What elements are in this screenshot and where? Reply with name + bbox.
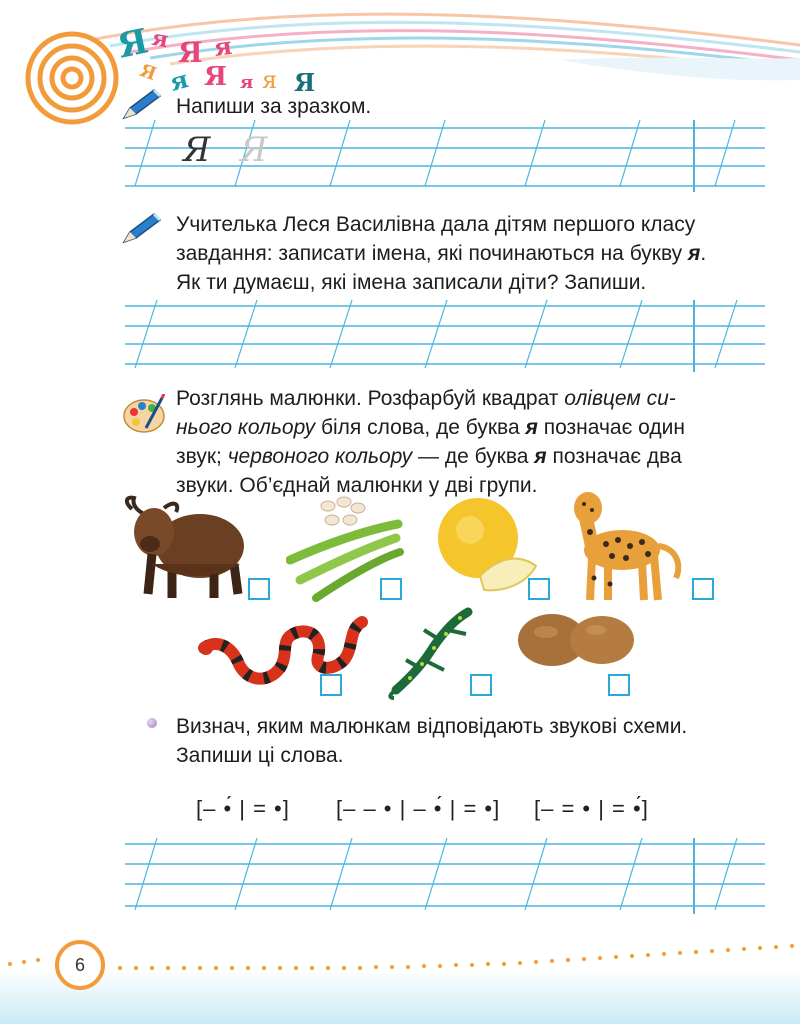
melon-picture <box>430 496 540 596</box>
pencil-icon <box>120 86 164 122</box>
yak-picture <box>122 494 247 604</box>
color-square-yak[interactable] <box>248 578 270 600</box>
task2-instruction <box>176 210 736 297</box>
spiral-icon <box>28 34 116 122</box>
jaguar-picture <box>566 488 686 606</box>
task2-line-2: завдання: записати імена, які починаються на букву я. <box>176 242 707 265</box>
sample-letter: Я <box>183 130 211 170</box>
task4-instruction <box>176 712 736 770</box>
task2-line-3: Як ти думаєш, які імена записали діти? Запиши. <box>176 271 647 294</box>
writing-lines-2[interactable] <box>125 300 765 372</box>
header-letters <box>114 21 348 97</box>
header-letter: Я <box>204 62 227 92</box>
sound-scheme-1: [– •́ | = •] <box>196 796 290 821</box>
color-square-melon[interactable] <box>528 578 550 600</box>
trace-letter: Я <box>240 130 268 170</box>
task3-line-4: звуки. Об’єднай малюнки у дві групи. <box>176 474 538 497</box>
writing-lines-3[interactable] <box>125 838 765 914</box>
header-letter: я <box>240 72 254 93</box>
task3-line-3: звук; червоного кольору — де буква я позначає два <box>176 445 682 468</box>
color-square-beans[interactable] <box>380 578 402 600</box>
page-number: 6 <box>55 940 105 990</box>
header-letter: я <box>166 64 192 97</box>
task3-line-2: нього кольору біля слова, де буква я позначає один <box>176 416 685 439</box>
task1-instruction: Напиши за зразком. <box>176 95 372 118</box>
palette-icon <box>122 394 166 434</box>
task3-line-1: Розглянь малюнки. Розфарбуй квадрат олівцем си- <box>176 387 676 410</box>
task3-instruction <box>176 384 736 500</box>
header-letter: я <box>262 66 278 94</box>
potatoes-picture <box>516 608 636 670</box>
bullet-dot <box>147 718 157 728</box>
header-letter: я <box>149 24 171 54</box>
header-letter: Я <box>294 68 316 97</box>
header-letter: Я <box>114 21 152 67</box>
snake-picture <box>198 608 368 694</box>
task4-line-2: Запиши ці слова. <box>176 744 344 767</box>
header-letter: я <box>212 30 234 63</box>
writing-lines-1[interactable] <box>125 120 765 192</box>
pencil-icon <box>120 210 164 246</box>
color-square-potatoes[interactable] <box>608 674 630 696</box>
footer-band <box>0 930 800 1024</box>
sound-scheme-3: [– = • | = •́] <box>534 796 649 821</box>
sound-scheme-2: [– – • | – •́ | = •] <box>336 796 501 821</box>
task2-line-1: Учителька Леся Василівна дала дітям першого класу <box>176 213 696 236</box>
color-square-jaguar[interactable] <box>692 578 714 600</box>
color-square-lizard[interactable] <box>470 674 492 696</box>
task4-line-1: Визнач, яким малюнкам відповідають звукові схеми. <box>176 715 688 738</box>
color-square-snake[interactable] <box>320 674 342 696</box>
header-letter: Я <box>178 36 203 69</box>
lizard-picture <box>384 604 484 700</box>
header-letter: Я <box>136 59 159 86</box>
